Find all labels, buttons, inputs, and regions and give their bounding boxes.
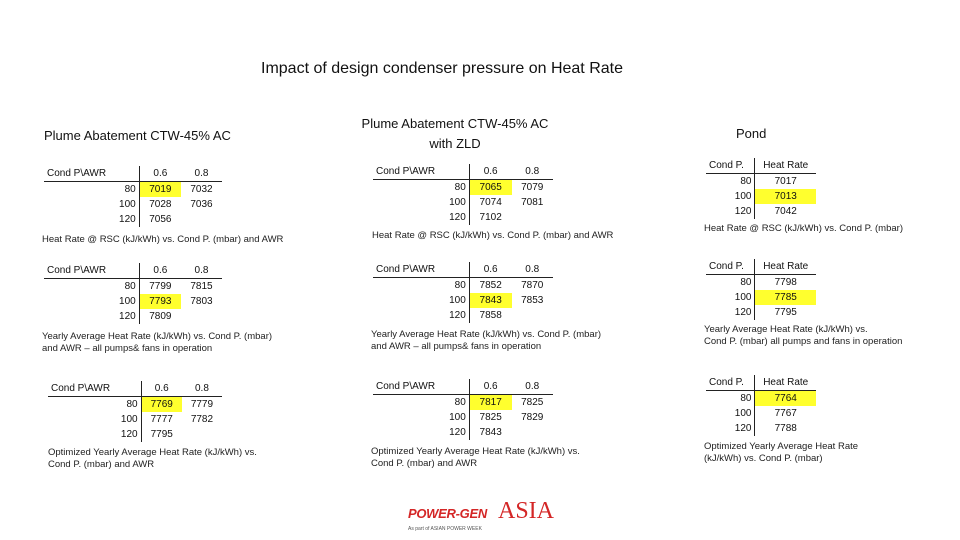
table-row <box>373 195 553 210</box>
cell-value: 7798 <box>755 275 816 291</box>
table-row <box>706 421 816 436</box>
cell-value: 7782 <box>190 414 214 425</box>
caption-line: and AWR – all pumps& fans in operation <box>42 343 213 354</box>
table-row <box>44 309 222 324</box>
column-heading-pond-text: Pond <box>736 126 767 141</box>
header-awr-08: 0.8 <box>512 379 554 395</box>
cell-cond-p: 80 <box>740 393 752 404</box>
cell-value-highlight: 7793 <box>139 294 181 309</box>
header-heat-rate: Heat Rate <box>755 259 816 275</box>
logo-sub-text: As part of ASIAN POWER WEEK <box>408 526 482 532</box>
cell-value: 7829 <box>521 412 544 423</box>
powergen-asia-logo <box>408 498 558 536</box>
table-header-row <box>373 262 553 278</box>
caption-line: and AWR – all pumps& fans in operation <box>371 341 542 352</box>
cell-cond-p: 100 <box>119 199 136 210</box>
caption-line: Cond P. (mbar) all pumps and fans in operation <box>704 336 903 347</box>
table-row <box>373 395 553 411</box>
caption-line: Yearly Average Heat Rate (kJ/kWh) vs. Cond P. (mbar) <box>371 329 602 340</box>
table-c3-optimized <box>706 375 816 436</box>
caption-line: Yearly Average Heat Rate (kJ/kWh) vs. <box>704 324 868 335</box>
cell-value: 7815 <box>190 281 213 292</box>
cell-value: 7032 <box>190 184 213 195</box>
cell-value: 7074 <box>469 195 511 210</box>
cell-cond-p: 100 <box>449 412 466 423</box>
table-row <box>48 427 222 442</box>
header-awr-08: 0.8 <box>512 262 554 278</box>
caption-c3-rsc <box>704 223 903 235</box>
cell-value: 7779 <box>190 399 214 410</box>
cell-value: 7858 <box>469 308 511 323</box>
header-awr-06: 0.6 <box>469 164 511 180</box>
table-row <box>373 180 553 196</box>
table-row <box>44 182 222 198</box>
cell-value: 7852 <box>469 278 511 294</box>
caption-c3-yearly <box>704 324 902 348</box>
caption-c1-optimized <box>48 447 257 471</box>
header-heat-rate: Heat Rate <box>755 158 816 174</box>
header-cond-p-awr: Cond P\AWR <box>44 263 139 279</box>
header-awr-08: 0.8 <box>181 263 222 279</box>
cell-cond-p: 120 <box>449 310 466 321</box>
header-awr-06: 0.6 <box>139 166 181 182</box>
table-row <box>706 391 816 407</box>
table-header-row <box>48 381 222 397</box>
page-title: Impact of design condenser pressure on Heat Rate <box>261 60 623 77</box>
caption-c1-yearly <box>42 331 272 355</box>
table-header-row <box>373 164 553 180</box>
caption-c3-optimized <box>704 441 858 465</box>
header-cond-p: Cond P. <box>706 158 755 174</box>
cell-value-highlight: 7785 <box>755 290 816 305</box>
table-row <box>373 308 553 323</box>
cell-value-highlight: 7065 <box>469 180 511 196</box>
table-header-row <box>373 379 553 395</box>
table-header-row <box>706 158 816 174</box>
table-row <box>48 397 222 413</box>
cell-value <box>512 308 554 323</box>
header-cond-p: Cond P. <box>706 259 755 275</box>
column-heading-plume-zld <box>340 114 570 154</box>
table-c1-rsc <box>44 166 222 227</box>
header-awr-08: 0.8 <box>512 164 554 180</box>
cell-value: 7788 <box>755 421 816 436</box>
cell-cond-p: 100 <box>734 408 752 419</box>
cell-cond-p: 80 <box>454 280 466 291</box>
caption-c2-optimized <box>371 446 580 470</box>
cell-value: 7825 <box>469 410 511 425</box>
cell-cond-p: 100 <box>449 197 466 208</box>
caption-line: Cond P. (mbar) and AWR <box>48 459 155 470</box>
cell-cond-p: 80 <box>124 184 136 195</box>
cell-value: 7777 <box>141 412 182 427</box>
cell-cond-p: 120 <box>449 427 466 438</box>
cell-cond-p: 80 <box>740 176 752 187</box>
cell-cond-p: 120 <box>449 212 466 223</box>
header-cond-p-awr: Cond P\AWR <box>48 381 141 397</box>
cell-value: 7102 <box>469 210 511 225</box>
cell-cond-p: 120 <box>734 206 752 217</box>
cell-value-highlight: 7764 <box>755 391 816 407</box>
cell-value: 7036 <box>190 199 213 210</box>
cell-value: 7795 <box>755 305 816 320</box>
caption-line: Cond P. (mbar) and AWR <box>371 458 478 469</box>
caption-line: Heat Rate @ RSC (kJ/kWh) vs. Cond P. (mbar) and AWR <box>372 230 614 241</box>
caption-line: (kJ/kWh) vs. Cond P. (mbar) <box>704 453 823 464</box>
cell-cond-p: 100 <box>449 295 466 306</box>
table-c2-yearly <box>373 262 553 323</box>
table-c3-rsc <box>706 158 816 219</box>
header-cond-p-awr: Cond P\AWR <box>373 164 469 180</box>
table-row <box>706 406 816 421</box>
header-heat-rate: Heat Rate <box>755 375 816 391</box>
cell-value: 7079 <box>521 182 544 193</box>
table-row <box>373 278 553 294</box>
caption-c2-rsc <box>372 230 613 242</box>
caption-c2-yearly <box>371 329 601 353</box>
cell-value: 7870 <box>521 280 544 291</box>
header-awr-06: 0.6 <box>469 379 511 395</box>
cell-value: 7803 <box>190 296 213 307</box>
cell-value: 7809 <box>139 309 181 324</box>
cell-cond-p: 80 <box>740 277 752 288</box>
cell-value-highlight: 7817 <box>469 395 511 411</box>
table-row <box>706 275 816 291</box>
cell-value: 7843 <box>469 425 511 440</box>
cell-cond-p: 120 <box>120 429 138 440</box>
table-header-row <box>706 375 816 391</box>
table-row <box>44 279 222 295</box>
cell-value-highlight: 7769 <box>141 397 182 413</box>
column-heading-plume-text: Plume Abatement CTW-45% AC <box>44 128 231 143</box>
caption-line: Optimized Yearly Average Heat Rate (kJ/kWh) vs. <box>371 446 580 457</box>
table-c2-rsc <box>373 164 553 225</box>
cell-cond-p: 80 <box>454 182 466 193</box>
cell-value-highlight: 7013 <box>755 189 816 204</box>
column-heading-zld-line2: with ZLD <box>429 136 481 151</box>
caption-c1-rsc <box>42 234 283 246</box>
table-row <box>706 189 816 204</box>
header-cond-p-awr: Cond P\AWR <box>373 379 469 395</box>
cell-value: 7017 <box>755 174 816 190</box>
cell-value <box>512 210 554 225</box>
cell-cond-p: 120 <box>734 307 752 318</box>
table-row <box>373 410 553 425</box>
table-header-row <box>44 263 222 279</box>
cell-cond-p: 80 <box>454 397 466 408</box>
table-row <box>373 425 553 440</box>
table-row <box>706 204 816 219</box>
cell-cond-p: 100 <box>734 191 752 202</box>
caption-line: Heat Rate @ RSC (kJ/kWh) vs. Cond P. (mbar) and AWR <box>42 234 284 245</box>
column-heading-plume <box>44 126 231 146</box>
table-row <box>706 290 816 305</box>
table-header-row <box>706 259 816 275</box>
table-c1-yearly <box>44 263 222 324</box>
header-awr-08: 0.8 <box>182 381 222 397</box>
cell-value: 7767 <box>755 406 816 421</box>
cell-value: 7028 <box>139 197 181 212</box>
table-row <box>373 210 553 225</box>
header-cond-p-awr: Cond P\AWR <box>373 262 469 278</box>
cell-value: 7056 <box>139 212 181 227</box>
header-awr-06: 0.6 <box>139 263 181 279</box>
caption-line: Optimized Yearly Average Heat Rate (kJ/kWh) vs. <box>48 447 257 458</box>
table-header-row <box>44 166 222 182</box>
header-awr-08: 0.8 <box>181 166 222 182</box>
cell-cond-p: 120 <box>734 423 752 434</box>
cell-value: 7799 <box>139 279 181 295</box>
column-heading-zld-line1: Plume Abatement CTW-45% AC <box>361 116 549 131</box>
cell-cond-p: 80 <box>124 281 136 292</box>
cell-cond-p: 100 <box>119 296 136 307</box>
logo-main-text: POWER-GEN <box>408 506 487 521</box>
cell-cond-p: 80 <box>126 399 138 410</box>
header-cond-p: Cond P. <box>706 375 755 391</box>
cell-value-highlight: 7019 <box>139 182 181 198</box>
caption-line: Yearly Average Heat Rate (kJ/kWh) vs. Cond P. (mbar) <box>42 331 273 342</box>
table-c1-optimized <box>48 381 222 442</box>
table-c2-optimized <box>373 379 553 440</box>
table-row <box>44 294 222 309</box>
table-row <box>48 412 222 427</box>
cell-cond-p: 100 <box>734 292 752 303</box>
cell-value: 7081 <box>521 197 544 208</box>
table-row <box>44 212 222 227</box>
cell-value <box>182 427 222 442</box>
table-row <box>706 174 816 190</box>
column-heading-pond <box>736 124 766 144</box>
cell-cond-p: 120 <box>119 311 136 322</box>
header-awr-06: 0.6 <box>141 381 182 397</box>
table-row <box>373 293 553 308</box>
cell-value: 7853 <box>521 295 544 306</box>
cell-value: 7042 <box>755 204 816 219</box>
cell-cond-p: 100 <box>120 414 138 425</box>
logo-asia-text: ASIA <box>498 498 555 524</box>
header-awr-06: 0.6 <box>469 262 511 278</box>
cell-value <box>512 425 554 440</box>
caption-line: Optimized Yearly Average Heat Rate <box>704 441 859 452</box>
cell-value <box>181 309 222 324</box>
cell-value: 7825 <box>521 397 544 408</box>
cell-value <box>181 212 222 227</box>
table-row <box>706 305 816 320</box>
cell-value-highlight: 7843 <box>469 293 511 308</box>
cell-value: 7795 <box>141 427 182 442</box>
caption-line: Heat Rate @ RSC (kJ/kWh) vs. Cond P. (mbar) <box>704 223 903 234</box>
table-row <box>44 197 222 212</box>
header-cond-p-awr: Cond P\AWR <box>44 166 139 182</box>
cell-cond-p: 120 <box>119 214 136 225</box>
table-c3-yearly <box>706 259 816 320</box>
